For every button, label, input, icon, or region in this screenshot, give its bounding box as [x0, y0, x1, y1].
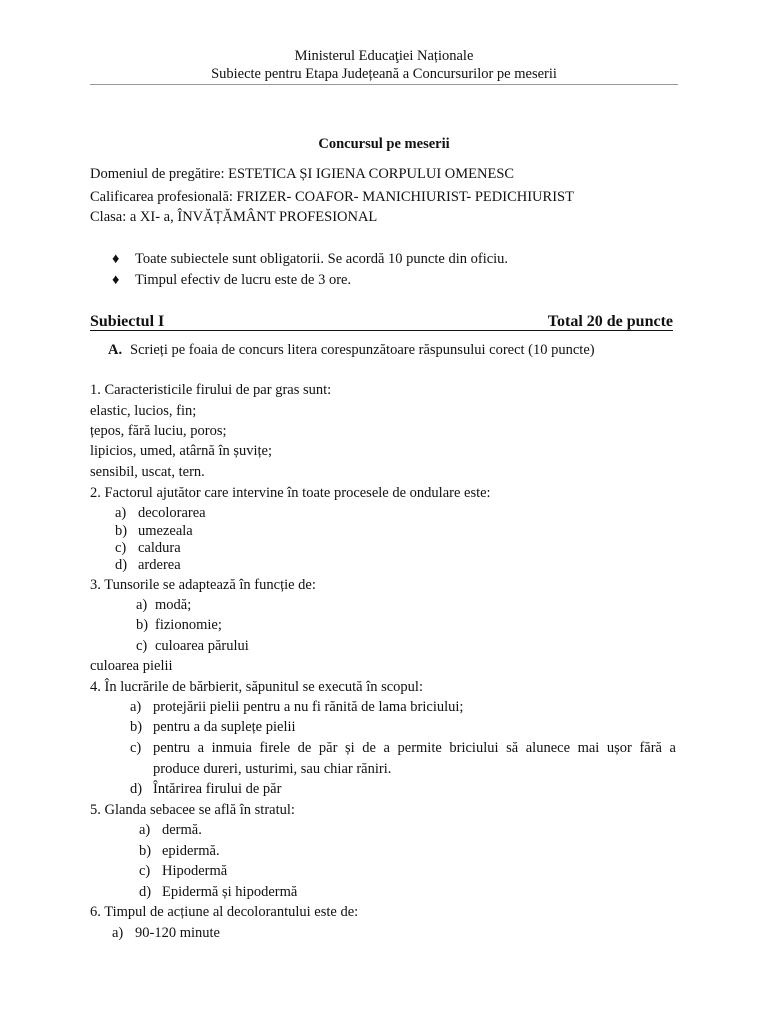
option-text: caldura — [138, 540, 181, 556]
header-divider — [90, 84, 678, 85]
option-letter: a) — [112, 925, 124, 941]
question-2: 2. Factorul ajutător care intervine în toate procesele de ondulare este: — [90, 485, 491, 501]
option-text: Întărirea firului de păr — [153, 781, 282, 797]
option-item — [136, 638, 249, 655]
option-text: Epidermă și hipodermă — [162, 884, 298, 900]
answer-line: elastic, lucios, fin; — [90, 403, 197, 419]
option-item — [130, 699, 463, 716]
option-letter: b) — [130, 719, 143, 735]
option-text: arderea — [138, 557, 181, 573]
option-text: Hipodermă — [162, 863, 228, 879]
page-title: Concursul pe meserii — [318, 136, 450, 152]
info-clasa: Clasa: a XI- a, ÎNVĂȚĂMÂNT PROFESIONAL — [90, 209, 378, 225]
option-text: epidermă. — [162, 843, 220, 859]
option-item — [130, 781, 281, 798]
option-text: decolorarea — [138, 505, 206, 521]
answer-line: țepos, fără luciu, poros; — [90, 423, 227, 439]
section-text: Scrieți pe foaia de concurs litera corespunzătoare răspunsului corect (10 puncte) — [130, 342, 595, 358]
answer-line: lipicios, umed, atârnă în șuvițe; — [90, 443, 273, 459]
rule-text: Timpul efectiv de lucru este de 3 ore. — [135, 272, 352, 288]
option-item — [139, 884, 297, 901]
diamond-bullet-icon: ♦ — [112, 251, 120, 267]
option-text: pentru a inmuia firele de păr și de a permite briciului să alunece mai ușor fără a — [153, 740, 676, 756]
option-item — [115, 523, 193, 540]
option-text: pentru a da suplețe pielii — [153, 719, 296, 735]
answer-line: sensibil, uscat, tern. — [90, 464, 205, 480]
rule-item — [112, 251, 508, 268]
option-letter: b) — [136, 617, 149, 633]
option-text: dermă. — [162, 822, 202, 838]
option-letter: d) — [130, 781, 143, 797]
option-item — [115, 540, 181, 557]
option-letter: c) — [139, 863, 151, 879]
info-domeniu: Domeniul de pregătire: ESTETICA ȘI IGIENA CORPULUI OMENESC — [90, 166, 515, 182]
option-letter: c) — [136, 638, 148, 654]
option-letter: a) — [130, 699, 142, 715]
rule-text: Toate subiectele sunt obligatorii. Se acordă 10 puncte din oficiu. — [135, 251, 509, 267]
rule-item — [112, 272, 351, 289]
option-item — [130, 740, 153, 757]
info-calificare: Calificarea profesională: FRIZER- COAFOR- MANICHIURIST- PEDICHIURIST — [90, 189, 574, 205]
option-letter: d) — [115, 557, 128, 573]
diamond-bullet-icon: ♦ — [112, 272, 120, 288]
option-letter: b) — [139, 843, 152, 859]
section-letter: A. — [108, 342, 123, 358]
option-item — [115, 557, 181, 574]
option-item — [136, 617, 222, 634]
option-item — [136, 597, 191, 614]
page-header — [90, 47, 678, 83]
question-3: 3. Tunsorile se adaptează în funcție de: — [90, 577, 316, 593]
question-5: 5. Glanda sebacee se află în stratul: — [90, 802, 295, 818]
option-text-continued: produce dureri, usturimi, sau chiar răniri. — [153, 761, 392, 777]
option-letter: d) — [139, 884, 152, 900]
subject-heading — [90, 313, 673, 331]
option-text: 90-120 minute — [135, 925, 220, 941]
answer-line: culoarea pielii — [90, 658, 173, 674]
question-1: 1. Caracteristicile firului de par gras sunt: — [90, 382, 332, 398]
option-item — [139, 822, 202, 839]
subject-total: Total 20 de puncte — [547, 313, 673, 330]
header-subtitle: Subiecte pentru Etapa Județeană a Concursurilor pe meserii — [211, 66, 557, 82]
option-text: umezeala — [138, 523, 193, 539]
option-letter: a) — [139, 822, 151, 838]
option-item — [112, 925, 220, 942]
option-letter: b) — [115, 523, 128, 539]
option-text: fizionomie; — [155, 617, 222, 633]
section-a-instruction — [108, 342, 595, 359]
option-letter: a) — [136, 597, 148, 613]
option-item — [139, 863, 227, 880]
question-6: 6. Timpul de acțiune al decolorantului este de: — [90, 904, 359, 920]
subject-title: Subiectul I — [90, 313, 165, 330]
option-item — [130, 719, 296, 736]
option-item — [139, 843, 220, 860]
option-text: culoarea părului — [155, 638, 249, 654]
option-letter: c) — [130, 740, 142, 756]
option-letter: a) — [115, 505, 127, 521]
option-text: protejării pielii pentru a nu fi rănită de lama briciului; — [153, 699, 464, 715]
header-ministry: Ministerul Educaţiei Naționale — [294, 48, 474, 64]
option-letter: c) — [115, 540, 127, 556]
option-text: modă; — [155, 597, 192, 613]
option-item — [115, 505, 206, 522]
question-4: 4. În lucrările de bărbierit, săpunitul se execută în scopul: — [90, 679, 423, 695]
